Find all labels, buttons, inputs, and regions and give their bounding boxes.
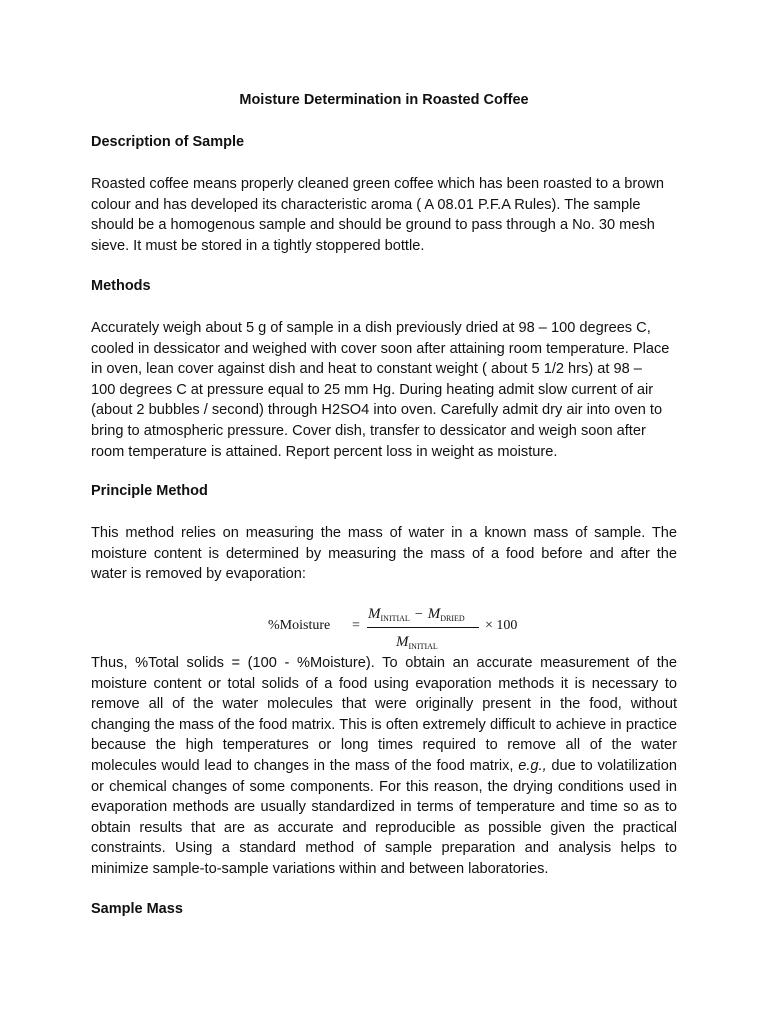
paragraph-line: should be a homogenous sample and should be ground to pass through a No. 30 mesh: [91, 217, 655, 234]
paragraph-line: obtain results that are as accurate and reproducible as possible given the practical: [91, 819, 677, 836]
paragraph-line: evaporation methods are usually standardized in terms of temperature and time so as to: [91, 799, 677, 816]
line-text: molecules would lead to changes in the mass of the food matrix,: [91, 757, 514, 774]
paragraph-line: colour and has developed its characteristic aroma ( A 08.01 P.F.A Rules). The sample: [91, 196, 641, 213]
formula-m-symbol: M: [396, 634, 409, 650]
formula-lhs: %Moisture: [268, 618, 331, 633]
formula-minus: −: [414, 607, 423, 622]
paragraph-line: because the high temperatures or long times required to remove all of the water: [91, 737, 677, 754]
formula-fraction-bar: [367, 627, 479, 628]
paragraph-line: bring to atmospheric pressure. Cover dish, transfer to dessicator and weigh soon after: [91, 422, 646, 439]
paragraph-line: constraints. Using a standard method of sample preparation and analysis helps to: [91, 840, 677, 857]
formula-sub-initial: INITIAL: [380, 614, 410, 623]
document-title: Moisture Determination in Roasted Coffee: [239, 92, 529, 108]
principle-body-paragraph: [91, 653, 677, 880]
formula-m-symbol: M: [368, 606, 381, 622]
paragraph-line: in oven, lean cover against dish and heat to constant weight ( about 5 1/2 hrs) at 98 –: [91, 361, 642, 378]
paragraph-line: moisture content or total solids of a food using evaporation methods it is necessary to: [91, 675, 677, 692]
heading-sample-mass: Sample Mass: [91, 901, 183, 917]
paragraph-line: sieve. It must be stored in a tightly stoppered bottle.: [91, 237, 425, 254]
formula-equals: =: [352, 618, 360, 633]
description-paragraph: [91, 174, 677, 256]
eg-italic: e.g.,: [518, 757, 547, 774]
paragraph-line: Roasted coffee means properly cleaned green coffee which has been roasted to a brown: [91, 176, 665, 192]
heading-description-of-sample: Description of Sample: [91, 134, 245, 150]
paragraph-line: This method relies on measuring the mass of water in a known mass of sample. The: [91, 525, 677, 541]
heading-methods: Methods: [91, 278, 151, 294]
formula-denominator: [396, 634, 438, 651]
formula-times-100: × 100: [485, 618, 518, 633]
paragraph-line: changing the mass of the food matrix. This is often extremely difficult to achieve in practice: [91, 716, 677, 733]
paragraph-line: Accurately weigh about 5 g of sample in a dish previously dried at 98 – 100 degrees C,: [91, 320, 651, 336]
formula-sub-dried: DRIED: [440, 614, 465, 623]
line-tail: due to volatilization: [551, 757, 677, 774]
paragraph-line: moisture content is determined by measuring the mass of a food before and after the: [91, 545, 677, 562]
paragraph-line: 100 degrees C at pressure equal to 25 mm Hg. During heating admit slow current of air: [91, 381, 654, 398]
paragraph-line: cooled in dessicator and weighed with cover soon after attaining room temperature. Place: [91, 340, 670, 357]
paragraph-line: (about 2 bubbles / second) through H2SO4 into oven. Carefully admit dry air into oven to: [91, 402, 663, 419]
formula-numerator: [368, 606, 465, 623]
paragraph-line: water is removed by evaporation:: [91, 566, 306, 583]
paragraph-line: remove all of the water molecules that were originally present in the food, without: [91, 696, 677, 713]
paragraph-line: room temperature is attained. Report percent loss in weight as moisture.: [91, 443, 558, 460]
paragraph-line: or chemical changes of some components. For this reason, the drying conditions used in: [91, 778, 677, 795]
formula-sub-initial: INITIAL: [408, 642, 438, 651]
moisture-formula: [268, 606, 528, 652]
formula-m-symbol: M: [427, 606, 441, 622]
principle-intro-paragraph: [91, 523, 677, 585]
paragraph-line: minimize sample-to-sample variations within and between laboratories.: [91, 860, 549, 877]
heading-principle-method: Principle Method: [91, 483, 208, 499]
paragraph-line: Thus, %Total solids = (100 - %Moisture). To obtain an accurate measurement of the: [91, 655, 677, 671]
methods-paragraph: [91, 318, 677, 462]
paragraph-line-with-eg: [91, 756, 677, 777]
